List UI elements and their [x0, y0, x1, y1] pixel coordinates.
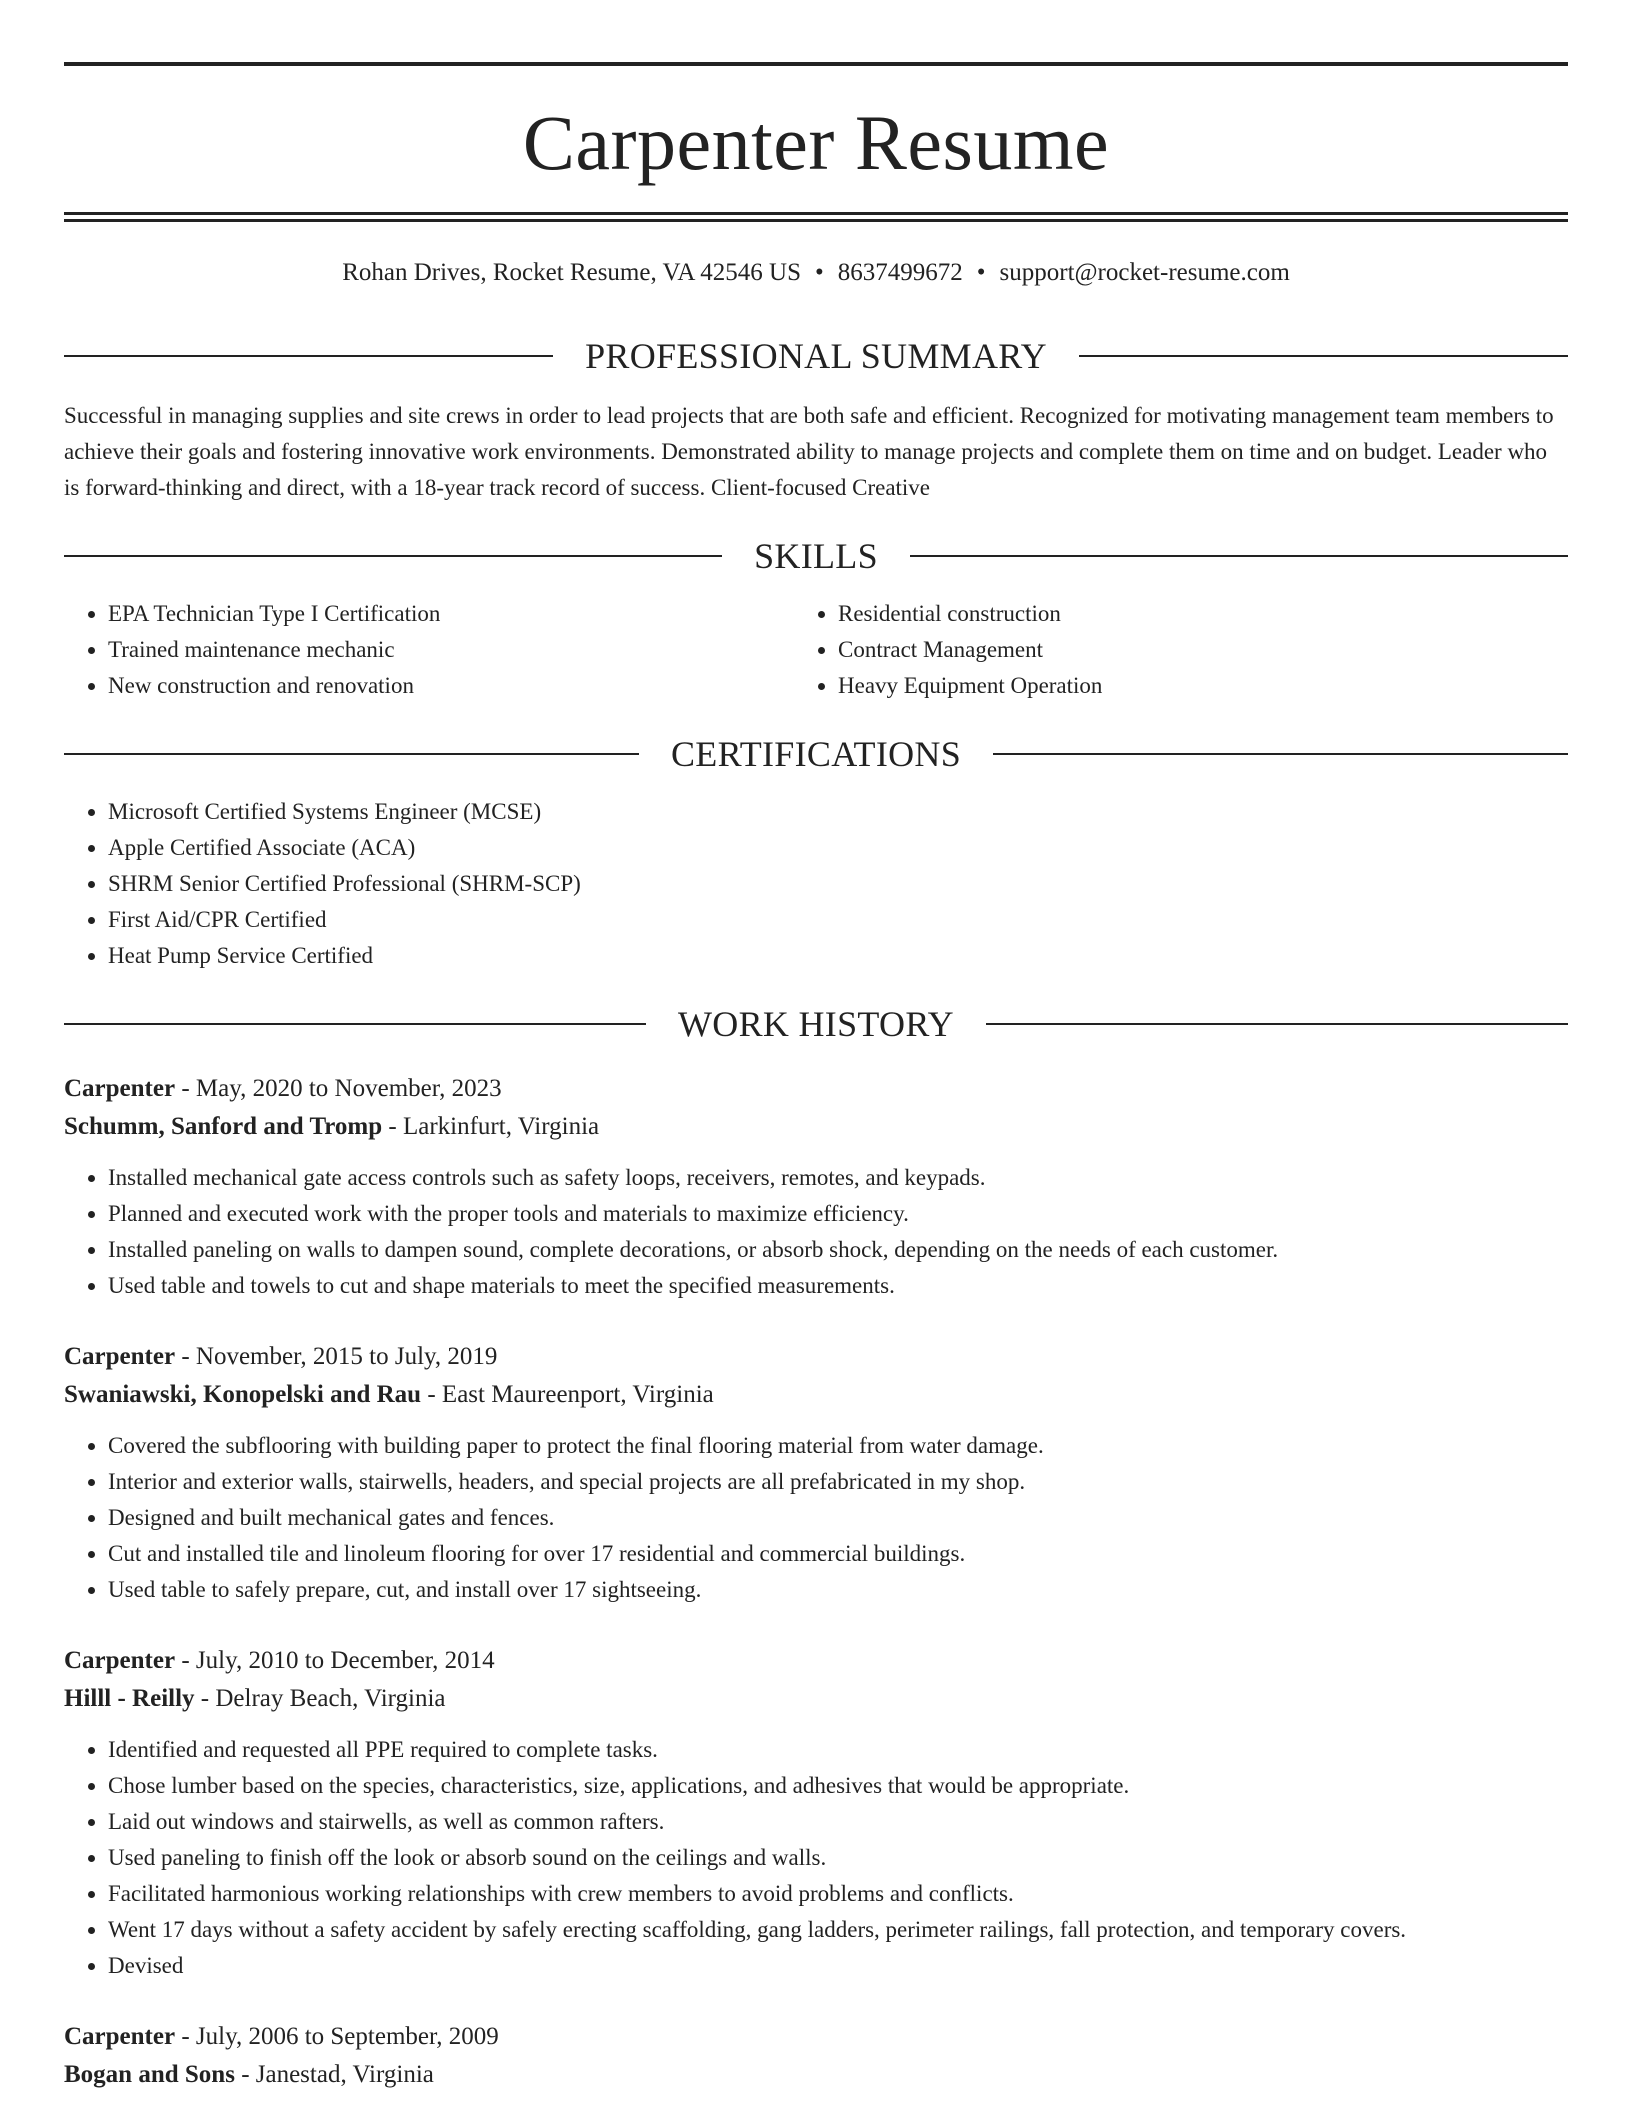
section-title-certifications: CERTIFICATIONS — [670, 734, 962, 774]
resume-page — [64, 62, 1568, 2094]
job-title: Carpenter — [64, 1647, 176, 1674]
job-title-line — [64, 1642, 1568, 1680]
job-title-line — [64, 2018, 1568, 2056]
section-title-summary: PROFESSIONAL SUMMARY — [585, 336, 1047, 376]
divider — [910, 555, 1568, 557]
job-bullet: • Used table to safely prepare, cut, and install over 17 sightseeing. — [108, 1572, 1568, 1608]
job-bullets — [64, 1160, 1568, 1304]
contact-line — [64, 258, 1568, 288]
certification-item: • SHRM Senior Certified Professional (SHRM-SCP) — [108, 866, 1568, 902]
divider — [64, 355, 553, 357]
contact-phone: 8637499672 — [837, 259, 963, 286]
summary-text: Successful in managing supplies and site crews in order to lead projects that are both safe and efficient. Recognized for motivating management team members to achieve their goals and fostering innovative work environments. Demonstrated ability to manage projects and complete them on time and on budget. Leader who is forward-thinking and direct, with a 18-year track record of success. Client-focused Creative — [64, 403, 1554, 500]
job-bullet: • Interior and exterior walls, stairwells, headers, and special projects are all prefabricated in my shop. — [108, 1464, 1568, 1500]
certifications-list — [64, 794, 1568, 974]
job-company: Hilll - Reilly — [64, 1685, 195, 1712]
job-location: - Delray Beach, Virginia — [194, 1685, 446, 1712]
job-location: - East Maureenport, Virginia — [421, 1381, 714, 1408]
job-company: Bogan and Sons — [64, 2061, 235, 2088]
job-dates: - May, 2020 to November, 2023 — [175, 1075, 502, 1102]
section-header-certifications — [64, 734, 1568, 774]
skills-columns — [64, 596, 1568, 704]
job-title: Carpenter — [64, 2023, 176, 2050]
job-bullet: • Went 17 days without a safety accident by safely erecting scaffolding, gang ladders, perimeter railings, fall protection, and temporary covers. — [108, 1912, 1568, 1948]
top-rule — [64, 62, 1568, 66]
contact-separator: • — [814, 259, 824, 286]
section-header-skills — [64, 536, 1568, 576]
job-entry — [64, 1338, 1568, 1608]
job-dates: - July, 2010 to December, 2014 — [175, 1647, 495, 1674]
job-bullet: • Facilitated harmonious working relationships with crew members to avoid problems and conflicts. — [108, 1876, 1568, 1912]
skill-item: • Residential construction — [838, 596, 1568, 632]
job-bullet: • Covered the subflooring with building paper to protect the final flooring material from water damage. — [108, 1428, 1568, 1464]
divider — [993, 753, 1568, 755]
contact-address: Rohan Drives, Rocket Resume, VA 42546 US — [342, 259, 801, 286]
section-title-work-history: WORK HISTORY — [678, 1004, 954, 1044]
divider — [64, 753, 639, 755]
divider — [1079, 355, 1568, 357]
certification-item: • Microsoft Certified Systems Engineer (MCSE) — [108, 794, 1568, 830]
job-title: Carpenter — [64, 1343, 176, 1370]
divider — [64, 1023, 646, 1025]
job-bullet: • Chose lumber based on the species, characteristics, size, applications, and adhesives that would be appropriate. — [108, 1768, 1568, 1804]
job-company-line — [64, 2056, 1568, 2094]
skill-item: • Contract Management — [838, 632, 1568, 668]
job-entry — [64, 1642, 1568, 1984]
job-company-line — [64, 1680, 1568, 1718]
divider — [986, 1023, 1568, 1025]
job-bullet: • Installed paneling on walls to dampen sound, complete decorations, or absorb shock, depending on the needs of each customer. — [108, 1232, 1568, 1268]
job-company-line — [64, 1376, 1568, 1414]
skills-list-right — [838, 596, 1568, 704]
job-bullets — [64, 1732, 1568, 1984]
skills-list-left — [64, 596, 838, 704]
certification-item: • Heat Pump Service Certified — [108, 938, 1568, 974]
resume-title: Carpenter Resume — [522, 99, 1110, 186]
certification-item: • Apple Certified Associate (ACA) — [108, 830, 1568, 866]
job-bullet: • Devised — [108, 1948, 1568, 1984]
job-bullet: • Laid out windows and stairwells, as well as common rafters. — [108, 1804, 1568, 1840]
job-bullet: • Cut and installed tile and linoleum flooring for over 17 residential and commercial buildings. — [108, 1536, 1568, 1572]
job-bullet: • Planned and executed work with the proper tools and materials to maximize efficiency. — [108, 1196, 1568, 1232]
job-title-line — [64, 1070, 1568, 1108]
skill-item: • Heavy Equipment Operation — [838, 668, 1568, 704]
divider — [64, 555, 722, 557]
job-bullet: • Used paneling to finish off the look or absorb sound on the ceilings and walls. — [108, 1840, 1568, 1876]
skill-item: • EPA Technician Type I Certification — [108, 596, 838, 632]
section-header-work-history — [64, 1004, 1568, 1044]
job-bullet: • Designed and built mechanical gates and fences. — [108, 1500, 1568, 1536]
job-bullet: • Used table and towels to cut and shape materials to meet the specified measurements. — [108, 1268, 1568, 1304]
certification-item: • First Aid/CPR Certified — [108, 902, 1568, 938]
title-double-rule — [64, 212, 1568, 222]
job-title-line — [64, 1338, 1568, 1376]
job-location: - Larkinfurt, Virginia — [382, 1113, 600, 1140]
job-dates: - November, 2015 to July, 2019 — [175, 1343, 498, 1370]
section-header-summary — [64, 336, 1568, 376]
job-entry — [64, 1070, 1568, 1304]
job-company: Swaniawski, Konopelski and Rau — [64, 1381, 422, 1408]
skill-item: • New construction and renovation — [108, 668, 838, 704]
job-bullets — [64, 1428, 1568, 1608]
job-bullet: • Installed mechanical gate access controls such as safety loops, receivers, remotes, and keypads. — [108, 1160, 1568, 1196]
contact-separator: • — [976, 259, 986, 286]
skill-item: • Trained maintenance mechanic — [108, 632, 838, 668]
job-bullet: • Identified and requested all PPE required to complete tasks. — [108, 1732, 1568, 1768]
section-title-skills: SKILLS — [754, 536, 878, 576]
contact-email: support@rocket-resume.com — [999, 259, 1290, 286]
job-location: - Janestad, Virginia — [234, 2061, 434, 2088]
job-title: Carpenter — [64, 1075, 176, 1102]
job-company: Schumm, Sanford and Tromp — [64, 1113, 383, 1140]
job-entry — [64, 2018, 1568, 2094]
job-company-line — [64, 1108, 1568, 1146]
job-dates: - July, 2006 to September, 2009 — [175, 2023, 499, 2050]
